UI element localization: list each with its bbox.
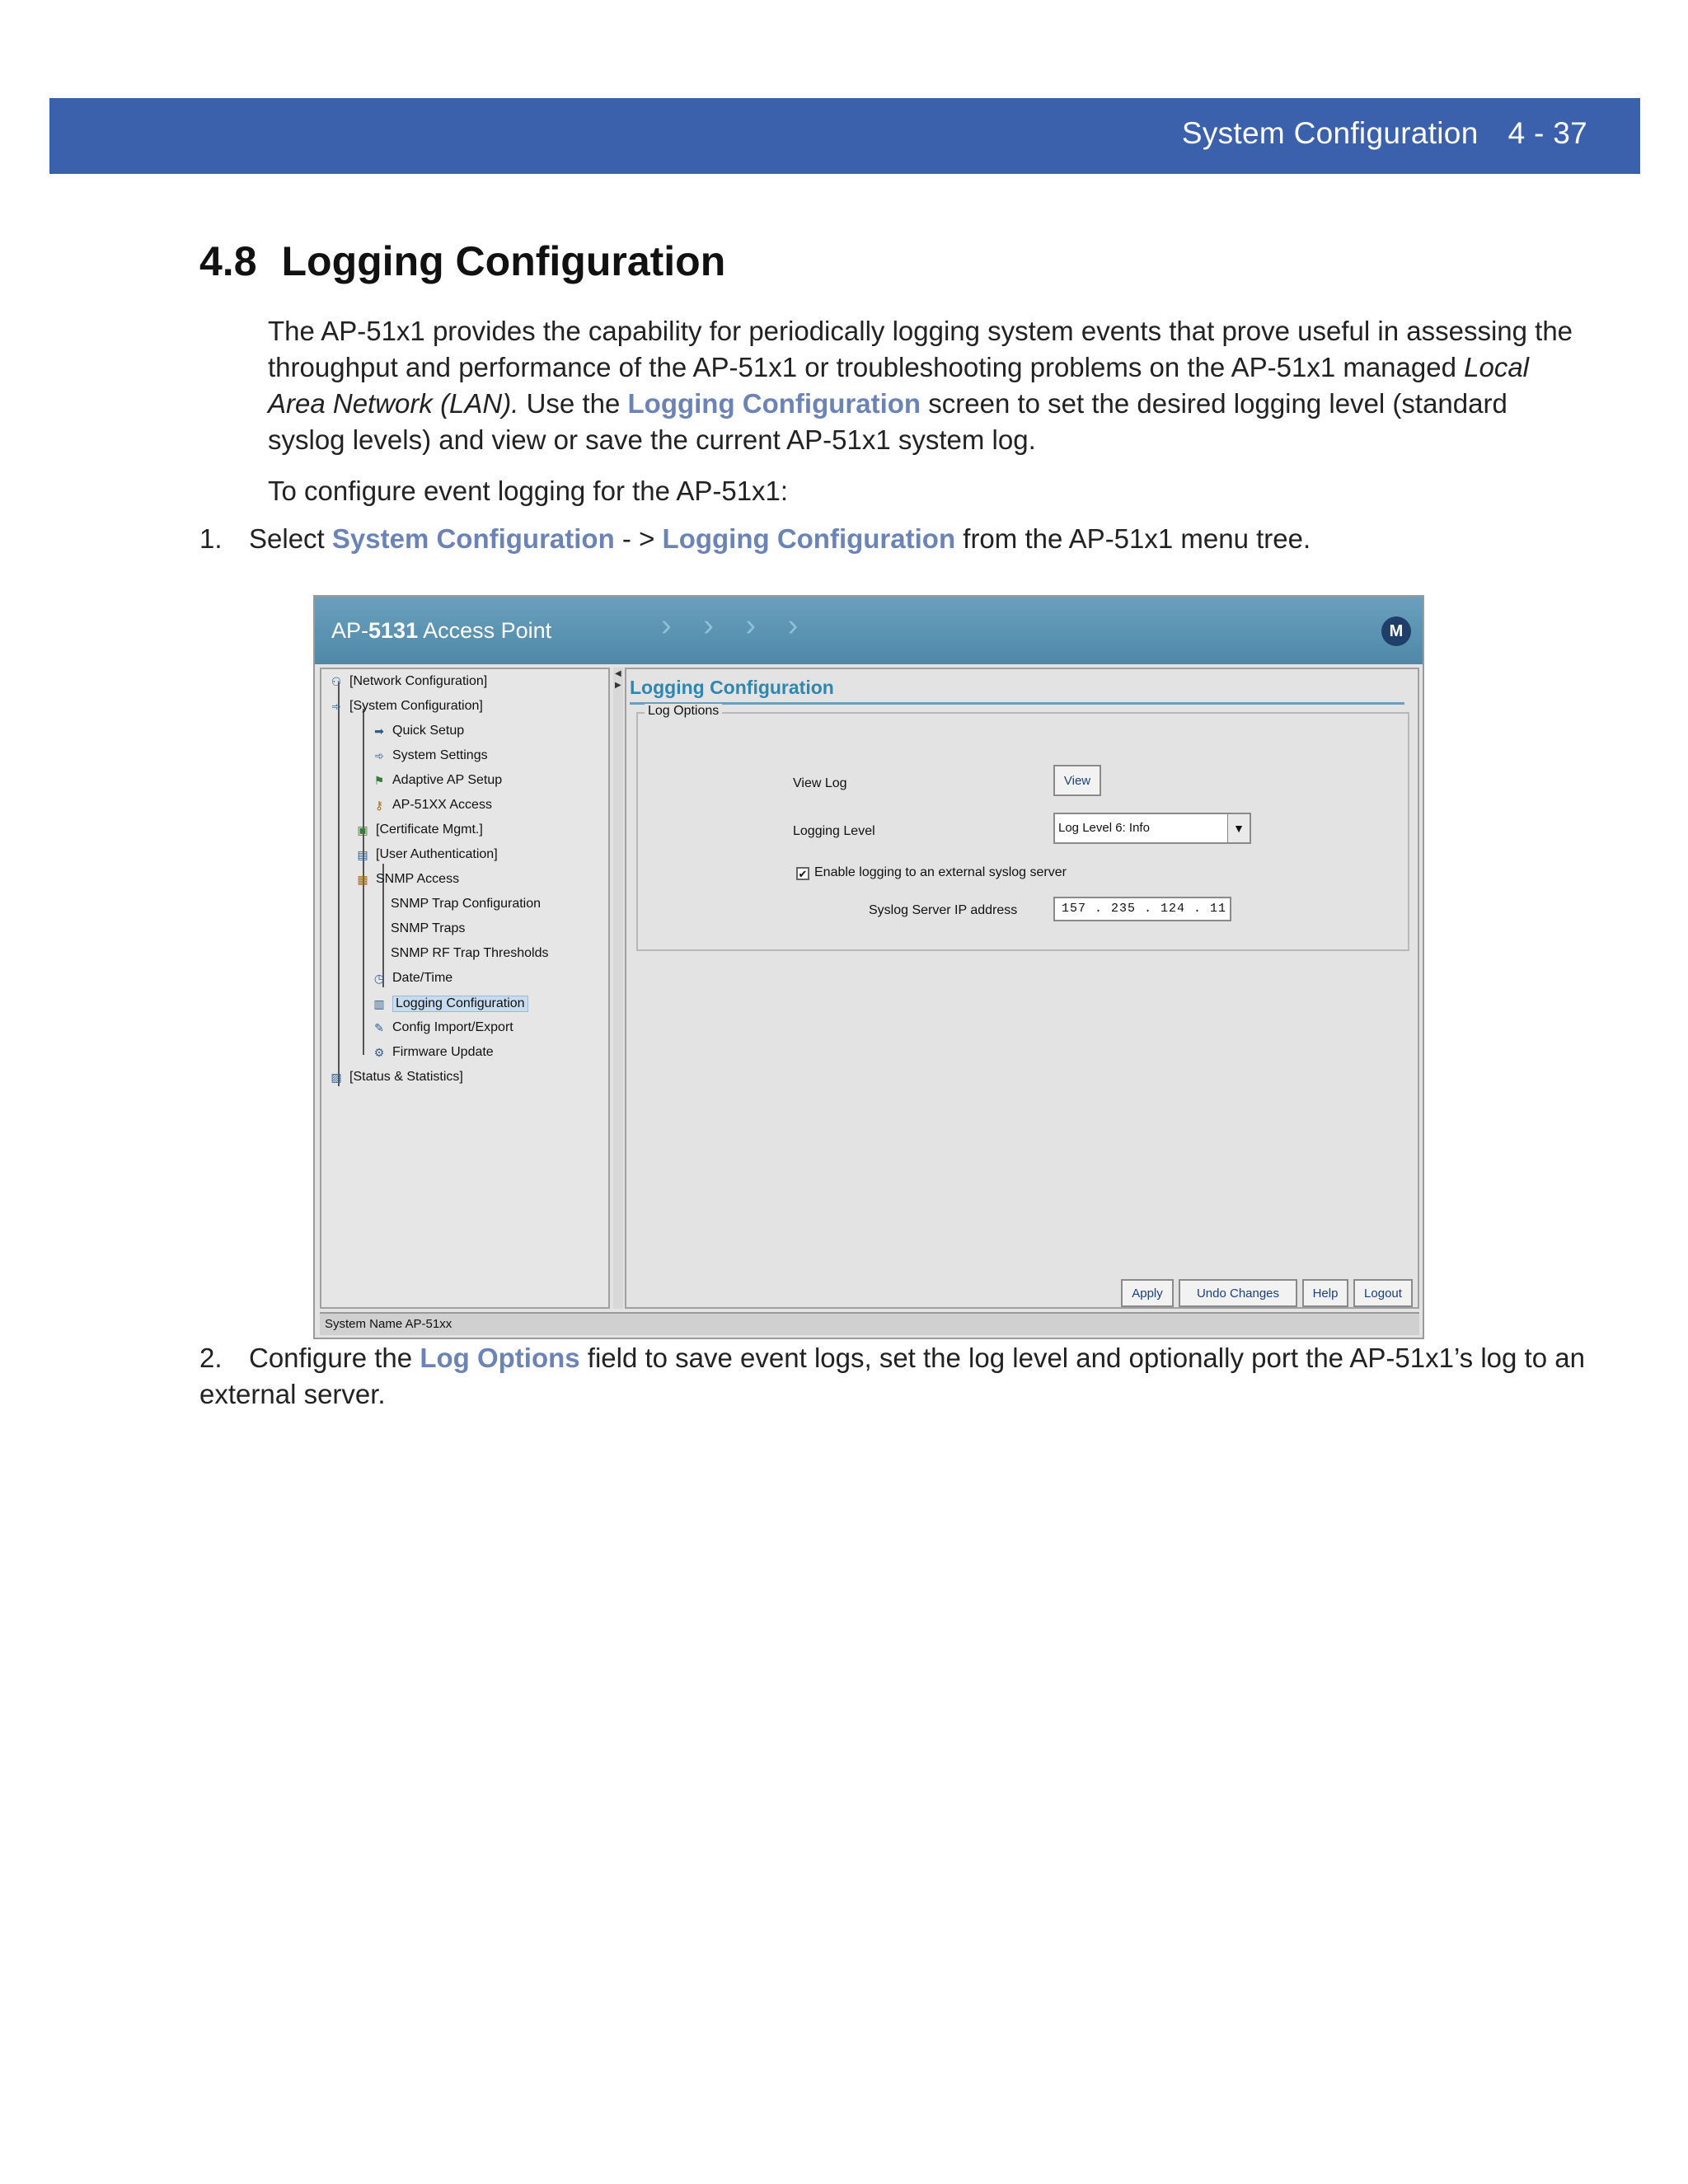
logging-configuration-link[interactable]: Logging Configuration — [627, 388, 921, 419]
intro-paragraph — [268, 313, 1587, 458]
content-pane — [625, 668, 1419, 1309]
tree-item-label: SNMP Traps — [391, 921, 466, 935]
tree-item-ap-51xx-access[interactable] — [371, 798, 492, 813]
tree-item-logging-configuration[interactable] — [371, 996, 528, 1012]
tree-item-status-statistics[interactable] — [328, 1070, 463, 1085]
dropdown-arrow-icon[interactable]: ▼ — [1227, 814, 1250, 842]
logging-configuration-link[interactable]: Logging Configuration — [662, 523, 956, 554]
snmp-icon: ▦ — [357, 873, 368, 886]
expand-right-icon[interactable]: ▶ — [615, 681, 621, 690]
step-text: Configure the — [249, 1343, 420, 1373]
step-number: 1. — [199, 523, 223, 554]
import-export-icon: ✎ — [374, 1021, 384, 1034]
menu-tree — [320, 668, 610, 1309]
tree-item-label: Quick Setup — [392, 724, 465, 738]
section-title — [199, 237, 725, 285]
tree-item-quick-setup[interactable] — [371, 724, 464, 738]
tree-item-label: SNMP RF Trap Thresholds — [391, 946, 549, 960]
motorola-logo-icon: M — [1381, 616, 1411, 646]
chart-icon: ▨ — [331, 1071, 342, 1084]
app-screenshot — [313, 595, 1424, 1339]
tree-item-label: [User Authentication] — [376, 847, 498, 861]
intro-text-c: screen to set the desired logging level (standard syslog levels) and view or save the current AP-51x1 system log. — [268, 388, 1507, 455]
step-2 — [199, 1340, 1601, 1413]
step-text: - > — [614, 523, 663, 554]
log-options-link[interactable]: Log Options — [420, 1343, 580, 1373]
tree-item-snmp-access[interactable] — [354, 872, 459, 887]
arrow-right-icon: ➡ — [374, 724, 384, 738]
tree-connector — [338, 682, 340, 1086]
syslog-ip-label: Syslog Server IP address — [869, 903, 1018, 917]
intro-paragraph-2: To configure event logging for the AP-51x1: — [268, 476, 789, 506]
tree-item-label: SNMP Trap Configuration — [391, 897, 542, 911]
panel-title: Logging Configuration — [630, 673, 1404, 705]
tree-item-label: SNMP Access — [376, 872, 460, 886]
tree-item-label: Date/Time — [392, 971, 453, 985]
key-icon: ⚷ — [374, 799, 384, 812]
app-title-model: 5131 — [368, 618, 419, 643]
log-options-group — [636, 704, 1409, 951]
logging-level-label: Logging Level — [793, 824, 875, 838]
step-text: field to save event logs, set the log level and optionally port the AP-51x1’s log to an external server. — [199, 1343, 1585, 1409]
log-options-legend: Log Options — [645, 704, 722, 719]
system-config-icon: ➾ — [331, 700, 341, 713]
tree-item-label: Logging Configuration — [392, 996, 528, 1012]
user-auth-icon: ▤ — [357, 848, 368, 861]
tree-item-system-configuration[interactable] — [328, 699, 483, 714]
logout-button[interactable]: Logout — [1353, 1279, 1413, 1307]
settings-icon: ➾ — [374, 749, 384, 762]
app-title-part: Access Point — [418, 618, 552, 643]
tree-item-snmp-trap-configuration[interactable] — [391, 897, 541, 912]
tree-item-label: System Settings — [392, 748, 488, 762]
syslog-ip-input[interactable]: 157 . 235 . 124 . 11 — [1053, 897, 1231, 921]
clock-icon: ◷ — [373, 972, 385, 985]
intro-text-b: Use the — [518, 388, 628, 419]
decorative-arrows-icon: › › › › — [661, 608, 810, 643]
enable-external-logging-checkbox[interactable]: ✔ — [796, 867, 809, 880]
step-text: from the AP-51x1 menu tree. — [955, 523, 1311, 554]
intro-text-a: The AP-51x1 provides the capability for periodically logging system events that prove useful in assessing the throughput and performance of the AP-51x1 or troubleshooting problems on the AP-51x1 managed — [268, 316, 1573, 382]
tree-item-label: Adaptive AP Setup — [392, 773, 503, 787]
logging-level-value: Log Level 6: Info — [1058, 821, 1150, 835]
intro-lan-term: Local Area Network (LAN). — [268, 352, 1530, 419]
status-bar: System Name AP-51xx — [320, 1312, 1419, 1335]
system-configuration-link[interactable]: System Configuration — [331, 523, 615, 554]
tree-item-label: [System Configuration] — [349, 699, 483, 713]
apply-button[interactable]: Apply — [1121, 1279, 1174, 1307]
tree-item-user-authentication[interactable] — [354, 847, 498, 862]
tree-item-label: Firmware Update — [392, 1045, 494, 1059]
log-icon: ▥ — [373, 997, 385, 1010]
help-button[interactable]: Help — [1302, 1279, 1348, 1307]
page-header — [49, 98, 1640, 174]
pane-splitter[interactable] — [613, 668, 623, 1309]
undo-changes-button[interactable]: Undo Changes — [1179, 1279, 1297, 1307]
header-section: System Configuration — [1181, 116, 1479, 150]
section-number: 4.8 — [199, 238, 257, 284]
tree-item-certificate-mgmt[interactable] — [354, 823, 483, 837]
tree-item-config-import-export[interactable] — [371, 1020, 513, 1035]
app-title — [331, 618, 551, 644]
tree-item-label: AP-51XX Access — [392, 798, 492, 812]
tree-item-network-configuration[interactable] — [328, 674, 487, 689]
step-1 — [199, 521, 1601, 557]
adaptive-ap-icon: ⚑ — [373, 774, 385, 787]
view-log-button[interactable]: View — [1053, 765, 1101, 796]
tree-item-label: [Network Configuration] — [349, 674, 488, 688]
enable-external-logging-label: Enable logging to an external syslog server — [814, 865, 1067, 879]
tree-item-label: [Certificate Mgmt.] — [376, 823, 483, 837]
tree-item-adaptive-ap-setup[interactable] — [371, 773, 502, 788]
tree-item-label: Config Import/Export — [392, 1020, 513, 1034]
tree-item-date-time[interactable] — [371, 971, 452, 986]
header-text — [1182, 116, 1587, 151]
tree-item-label: [Status & Statistics] — [349, 1070, 463, 1084]
tree-item-snmp-rf-trap-thresholds[interactable] — [391, 946, 548, 961]
app-title-part: AP- — [331, 618, 369, 643]
logging-level-select[interactable] — [1053, 813, 1251, 844]
step-text: Select — [249, 523, 332, 554]
view-log-label: View Log — [793, 776, 847, 790]
section-title-text: Logging Configuration — [281, 238, 726, 284]
tree-item-snmp-traps[interactable] — [391, 921, 465, 936]
network-icon: ⚇ — [331, 675, 342, 688]
gears-icon: ⚙ — [373, 1046, 385, 1059]
app-title-bar — [315, 597, 1423, 664]
tree-item-firmware-update[interactable] — [371, 1045, 494, 1060]
header-page-number: 4 - 37 — [1507, 116, 1587, 150]
step-number: 2. — [199, 1343, 223, 1373]
tree-item-system-settings[interactable] — [371, 748, 488, 763]
collapse-left-icon[interactable]: ◀ — [615, 669, 621, 678]
certificate-icon: ▣ — [357, 823, 368, 837]
